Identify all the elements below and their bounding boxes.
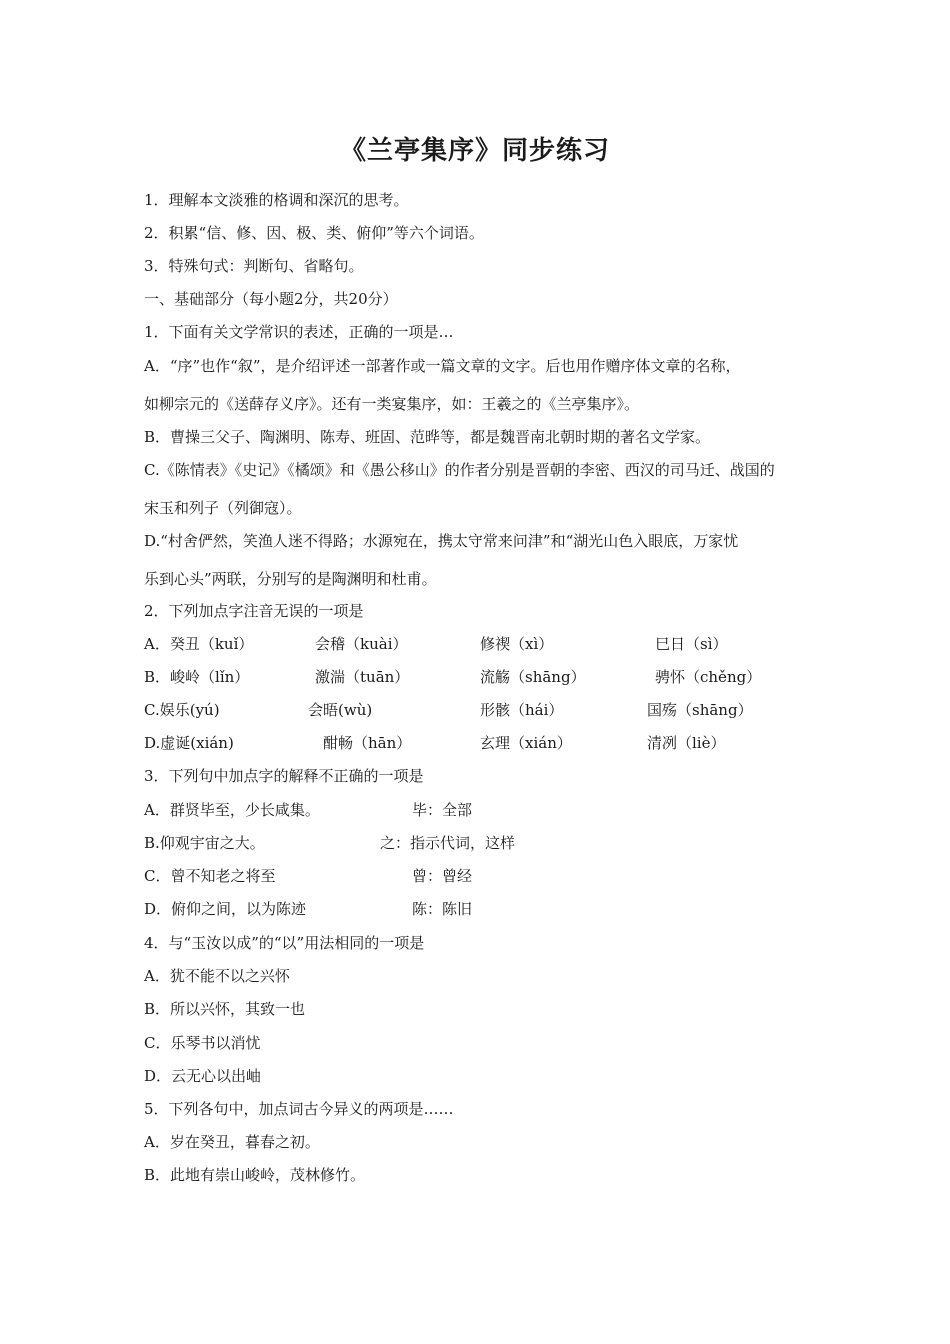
q2-stem: 2．下列加点字注音无误的一项是: [144, 602, 364, 620]
q1-option-c-line1: C.《陈情表》《史记》《橘颂》和《愚公移山》的作者分别是晋朝的李密、西汉的司马迁、战国的: [144, 461, 775, 479]
page-title: 《兰亭集序》同步练习: [339, 136, 610, 166]
q3-option-a: [0, 800, 950, 820]
q2-d-word-4: 清冽（liè）: [647, 734, 726, 752]
q4-option-a: A．犹不能不以之兴怀: [144, 967, 290, 985]
q2-c-word-4: 国殇（shāng）: [647, 701, 753, 719]
q3-c-sentence: C．曾不知老之将至: [144, 867, 276, 885]
q1-option-d-line2: 乐到心头”两联，分别写的是陶渊明和杜甫。: [144, 570, 437, 588]
q1-option-b: B．曹操三父子、陶渊明、陈寿、班固、范晔等，都是魏晋南北朝时期的著名文学家。: [144, 428, 711, 446]
q2-a-word-2: 会稽（kuài）: [315, 635, 408, 653]
q2-d-word-2: 酣畅（hān）: [323, 734, 412, 752]
objective-3: 3．特殊句式：判断句、省略句。: [144, 257, 364, 275]
q3-c-gloss: 曾：曾经: [412, 867, 473, 885]
q3-option-d: [0, 899, 950, 919]
q3-option-c: [0, 866, 950, 886]
q2-d-word-1: D.虚诞(xián): [144, 734, 234, 752]
q1-option-c-line2: 宋玉和列子（列御寇）。: [144, 499, 302, 517]
q2-c-word-3: 形骸（hái）: [480, 701, 564, 719]
q2-option-c: [0, 700, 950, 720]
q2-a-word-4: 巳日（sì）: [655, 635, 728, 653]
q4-option-b: B．所以兴怀，其致一也: [144, 1000, 306, 1018]
q3-stem: 3．下列句中加点字的解释不正确的一项是: [144, 767, 424, 785]
q3-d-sentence: D．俯仰之间，以为陈迹: [144, 900, 307, 918]
objective-1: 1．理解本文淡雅的格调和深沉的思考。: [144, 191, 409, 209]
q1-stem: 1．下面有关文学常识的表述，正确的一项是…: [144, 323, 454, 341]
q3-b-gloss: 之：指示代词，这样: [380, 834, 516, 852]
q5-stem: 5．下列各句中，加点词古今异义的两项是……: [144, 1100, 454, 1118]
section-heading: 一、基础部分（每小题2分，共20分）: [144, 290, 398, 308]
q4-option-d: D．云无心以出岫: [144, 1067, 262, 1085]
q4-option-c: C．乐琴书以消忧: [144, 1034, 261, 1052]
q2-b-word-4: 骋怀（chěng）: [655, 668, 762, 686]
objective-2: 2．积累“信、修、因、极、类、俯仰”等六个词语。: [144, 224, 484, 242]
q2-b-word-3: 流觞（shāng）: [480, 668, 586, 686]
q2-option-d: [0, 733, 950, 753]
q2-option-a: [0, 634, 950, 654]
q2-d-word-3: 玄理（xián）: [480, 734, 572, 752]
q3-b-sentence: B.仰观宇宙之大。: [144, 834, 265, 852]
q1-option-d-line1: D.“村舍俨然，笑渔人迷不得路；水源宛在，携太守常来问津”和“湖光山色入眼底，万家忧: [144, 532, 739, 550]
q2-c-word-1: C.娱乐(yú): [144, 701, 220, 719]
q2-a-word-1: A．癸丑（kuǐ）: [144, 635, 254, 653]
q4-stem: 4．与“玉汝以成”的“以”用法相同的一项是: [144, 934, 425, 952]
q1-option-a-line2: 如柳宗元的《送薛存义序》。还有一类宴集序，如：王羲之的《兰亭集序》。: [144, 395, 640, 413]
q3-option-b: [0, 833, 950, 853]
q2-b-word-1: B．峻岭（lǐn）: [144, 668, 250, 686]
q3-a-sentence: A．群贤毕至，少长咸集。: [144, 801, 320, 819]
q2-b-word-2: 激湍（tuān）: [315, 668, 410, 686]
q2-option-b: [0, 667, 950, 687]
q1-option-a-line1: A．“序”也作“叙”，是介绍评述一部著作或一篇文章的文字。后也用作赠序体文章的名称，: [144, 357, 741, 375]
q3-d-gloss: 陈：陈旧: [412, 900, 473, 918]
q2-c-word-2: 会晤(wù): [308, 701, 373, 719]
q3-a-gloss: 毕：全部: [412, 801, 473, 819]
q5-option-a: A．岁在癸丑，暮春之初。: [144, 1133, 320, 1151]
q5-option-b: B．此地有崇山峻岭，茂林修竹。: [144, 1166, 366, 1184]
q2-a-word-3: 修禊（xì）: [480, 635, 554, 653]
